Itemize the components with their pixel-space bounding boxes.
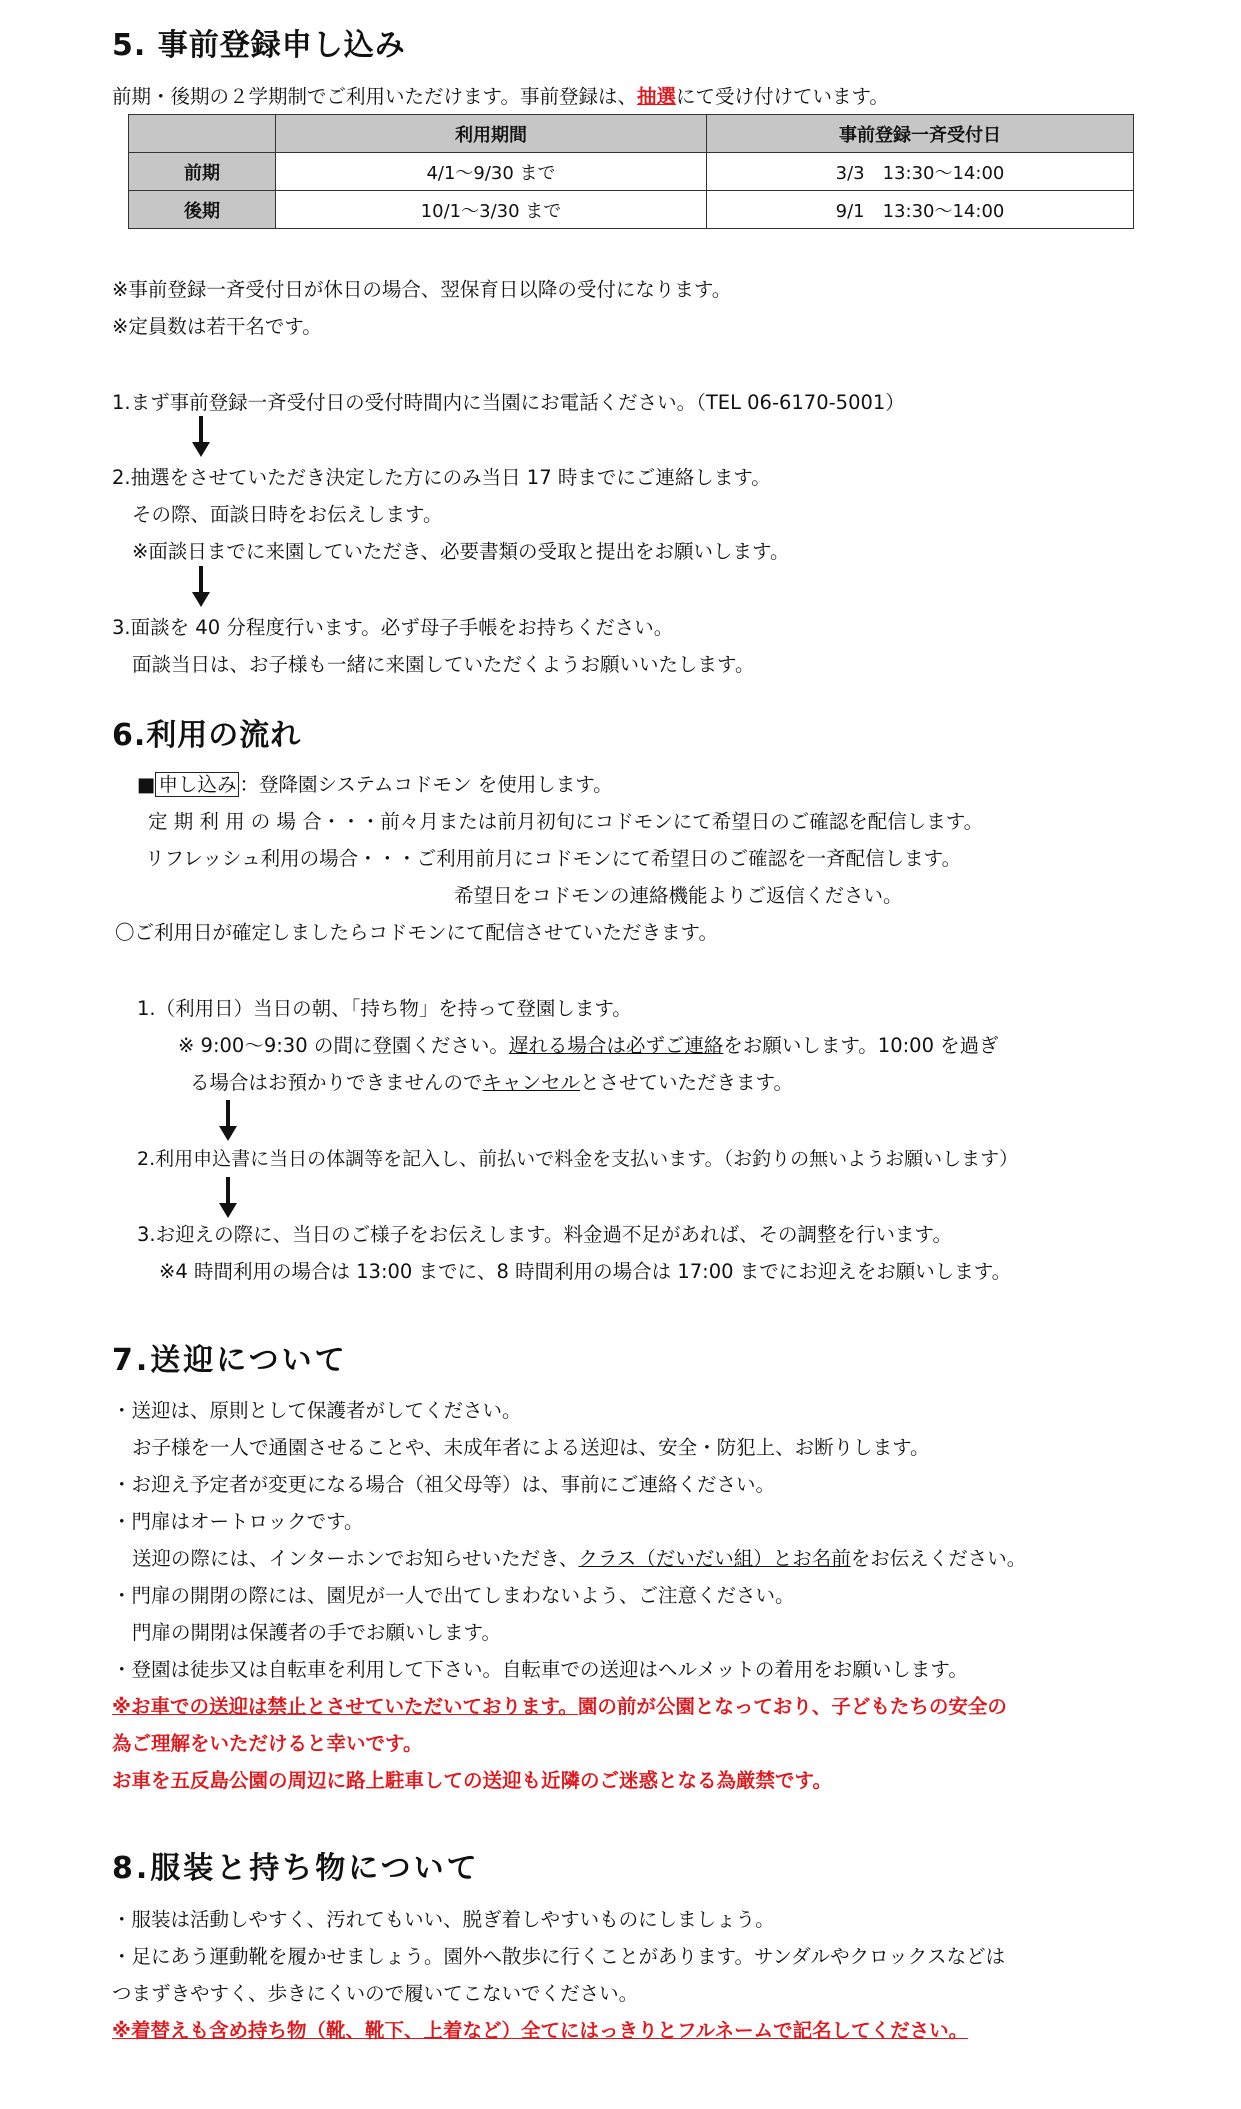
section-8-heading: 8.服装と持ち物について (112, 1851, 480, 1886)
flow-3-note: ※4 時間利用の場合は 13:00 までに、8 時間利用の場合は 17:00 までにお迎えをお願いします。 (159, 1260, 1012, 1283)
confirm-text: 〇ご利用日が確定しましたらコドモンにて配信させていただきます。 (115, 921, 718, 944)
row-label-first-term: 前期 (129, 153, 276, 191)
row-label-second-term: 後期 (129, 191, 276, 229)
note-text: ※ 9:00～9:30 の間に登園ください。 (178, 1034, 509, 1057)
flow-1-note-2 (190, 1070, 793, 1096)
flow-2-text: 2.利用申込書に当日の体調等を記入し、前払いで料金を支払います。（お釣りの無いようお願いします） (137, 1148, 1019, 1170)
flow-3-text: 3.お迎えの際に、当日のご様子をお伝えします。料金過不足があれば、その調整を行います。 (137, 1223, 952, 1246)
clothing-line: ・足にあう運動靴を履かせましょう。園外へ散歩に行くことがあります。サンダルやクロックスなどは (112, 1945, 1006, 1968)
note-holiday: ※事前登録一斉受付日が休日の場合、翌保育日以降の受付になります。 (112, 278, 732, 301)
cell-period: 4/1～9/30 まで (276, 153, 707, 191)
intro-text: 前期・後期の２学期制でご利用いただけます。事前登録は、 (112, 85, 637, 108)
section-7-heading: 7.送迎について (112, 1343, 348, 1378)
registration-schedule-table (128, 114, 1134, 229)
step-2-text: 2.抽選をさせていただき決定した方にのみ当日 17 時までにご連絡します。 (112, 466, 771, 489)
note-capacity: ※定員数は若干名です。 (112, 315, 322, 338)
section-6-heading: 6.利用の流れ (112, 718, 302, 753)
arrow-down-icon (218, 1100, 238, 1142)
table-header-period: 利用期間 (276, 115, 707, 153)
step-3-sub: 面談当日は、お子様も一緒に来園していただくようお願いいたします。 (132, 653, 755, 676)
refresh-use-text: リフレッシュ利用の場合・・・ご利用前月にコドモンにて希望日のご確認を一斉配信します。 (145, 847, 962, 870)
arrow-down-icon (191, 416, 211, 458)
late-contact-underline: 遅れる場合は必ずご連絡 (508, 1034, 724, 1057)
apply-line (137, 772, 613, 798)
pickup-text: をお伝えください。 (850, 1547, 1027, 1570)
clothing-line: ・服装は活動しやすく、汚れてもいい、脱ぎ着しやすいものにしましょう。 (112, 1908, 775, 1931)
step-2-sub: その際、面談日時をお伝えします。 (132, 503, 443, 526)
pickup-line: ・門扉の開閉の際には、園児が一人で出てしまわないよう、ご注意ください。 (112, 1584, 795, 1607)
table-header-row (129, 115, 1134, 153)
pickup-line: 門扉の開閉は保護者の手でお願いします。 (132, 1621, 501, 1644)
note-text: をお願いします。10:00 を過ぎ (723, 1034, 999, 1057)
pickup-line: ・お迎え予定者が変更になる場合（祖父母等）は、事前にご連絡ください。 (112, 1473, 776, 1496)
class-name-underline: クラス（だいだい組）とお名前 (578, 1547, 851, 1570)
section-5-intro (112, 84, 889, 110)
apply-label-box: 申し込み (155, 772, 239, 797)
table-header-date: 事前登録一斉受付日 (707, 115, 1134, 153)
apply-text: ：登降園システムコドモン を使用します。 (239, 773, 613, 796)
table-row (129, 191, 1134, 229)
pickup-line: ・登園は徒歩又は自転車を利用して下さい。自転車での送迎はヘルメットの着用をお願いします。 (112, 1658, 968, 1681)
car-ban-underline: ※お車での送迎は禁止とさせていただいております。 (112, 1695, 578, 1718)
cell-date: 3/3 13:30～14:00 (707, 153, 1134, 191)
car-warning: お車を五反島公園の周辺に路上駐車しての送迎も近隣のご迷惑となる為厳禁です。 (112, 1769, 832, 1792)
arrow-down-icon (191, 566, 211, 608)
flow-1-note (178, 1033, 999, 1059)
pickup-line: ・門扉はオートロックです。 (112, 1510, 364, 1533)
step-2-note: ※面談日までに来園していただき、必要書類の受取と提出をお願いします。 (132, 540, 790, 563)
square-bullet-icon: ■ (137, 773, 156, 796)
pickup-line (132, 1546, 1026, 1572)
cell-period: 10/1～3/30 まで (276, 191, 707, 229)
car-warning (112, 1694, 1007, 1720)
table-row (129, 153, 1134, 191)
step-1-text: 1.まず事前登録一斉受付日の受付時間内に当園にお電話ください。（TEL 06-6170-5001） (112, 391, 905, 414)
step-3-text: 3.面談を 40 分程度行います。必ず母子手帳をお持ちください。 (112, 616, 674, 639)
note-text: る場合はお預かりできませんので (190, 1071, 483, 1094)
arrow-down-icon (218, 1177, 238, 1219)
warning-text: 園の前が公園となっており、子どもたちの安全の (577, 1695, 1007, 1718)
cell-date: 9/1 13:30～14:00 (707, 191, 1134, 229)
reply-text: 希望日をコドモンの連絡機能よりご返信ください。 (454, 884, 903, 907)
table-header-blank (129, 115, 276, 153)
cancel-underline: キャンセル (482, 1071, 581, 1094)
car-warning: 為ご理解をいただけると幸いです。 (112, 1732, 423, 1755)
pickup-line: ・送迎は、原則として保護者がしてください。 (112, 1399, 522, 1422)
intro-text-end: にて受け付けています。 (675, 85, 889, 108)
pickup-text: 送迎の際には、インターホンでお知らせいただき、 (132, 1547, 579, 1570)
section-5-heading: 5. 事前登録申し込み (112, 28, 406, 63)
flow-1-text: 1.（利用日）当日の朝、「持ち物」を持って登園します。 (137, 997, 632, 1020)
regular-use-text: 定 期 利 用 の 場 合・・・前々月または前月初旬にコドモンにて希望日のご確認を配信します。 (148, 810, 984, 833)
lottery-emphasis: 抽選 (636, 85, 676, 108)
pickup-line: お子様を一人で通園させることや、未成年者による送迎は、安全・防犯上、お断りします。 (132, 1436, 930, 1459)
clothing-line: つまずきやすく、歩きにくいので履いてこないでください。 (112, 1982, 639, 2005)
labeling-warning: ※着替えも含め持ち物（靴、靴下、上着など）全てにはっきりとフルネームで記名してください。 (112, 2019, 969, 2042)
note-text: とさせていただきます。 (580, 1071, 793, 1094)
